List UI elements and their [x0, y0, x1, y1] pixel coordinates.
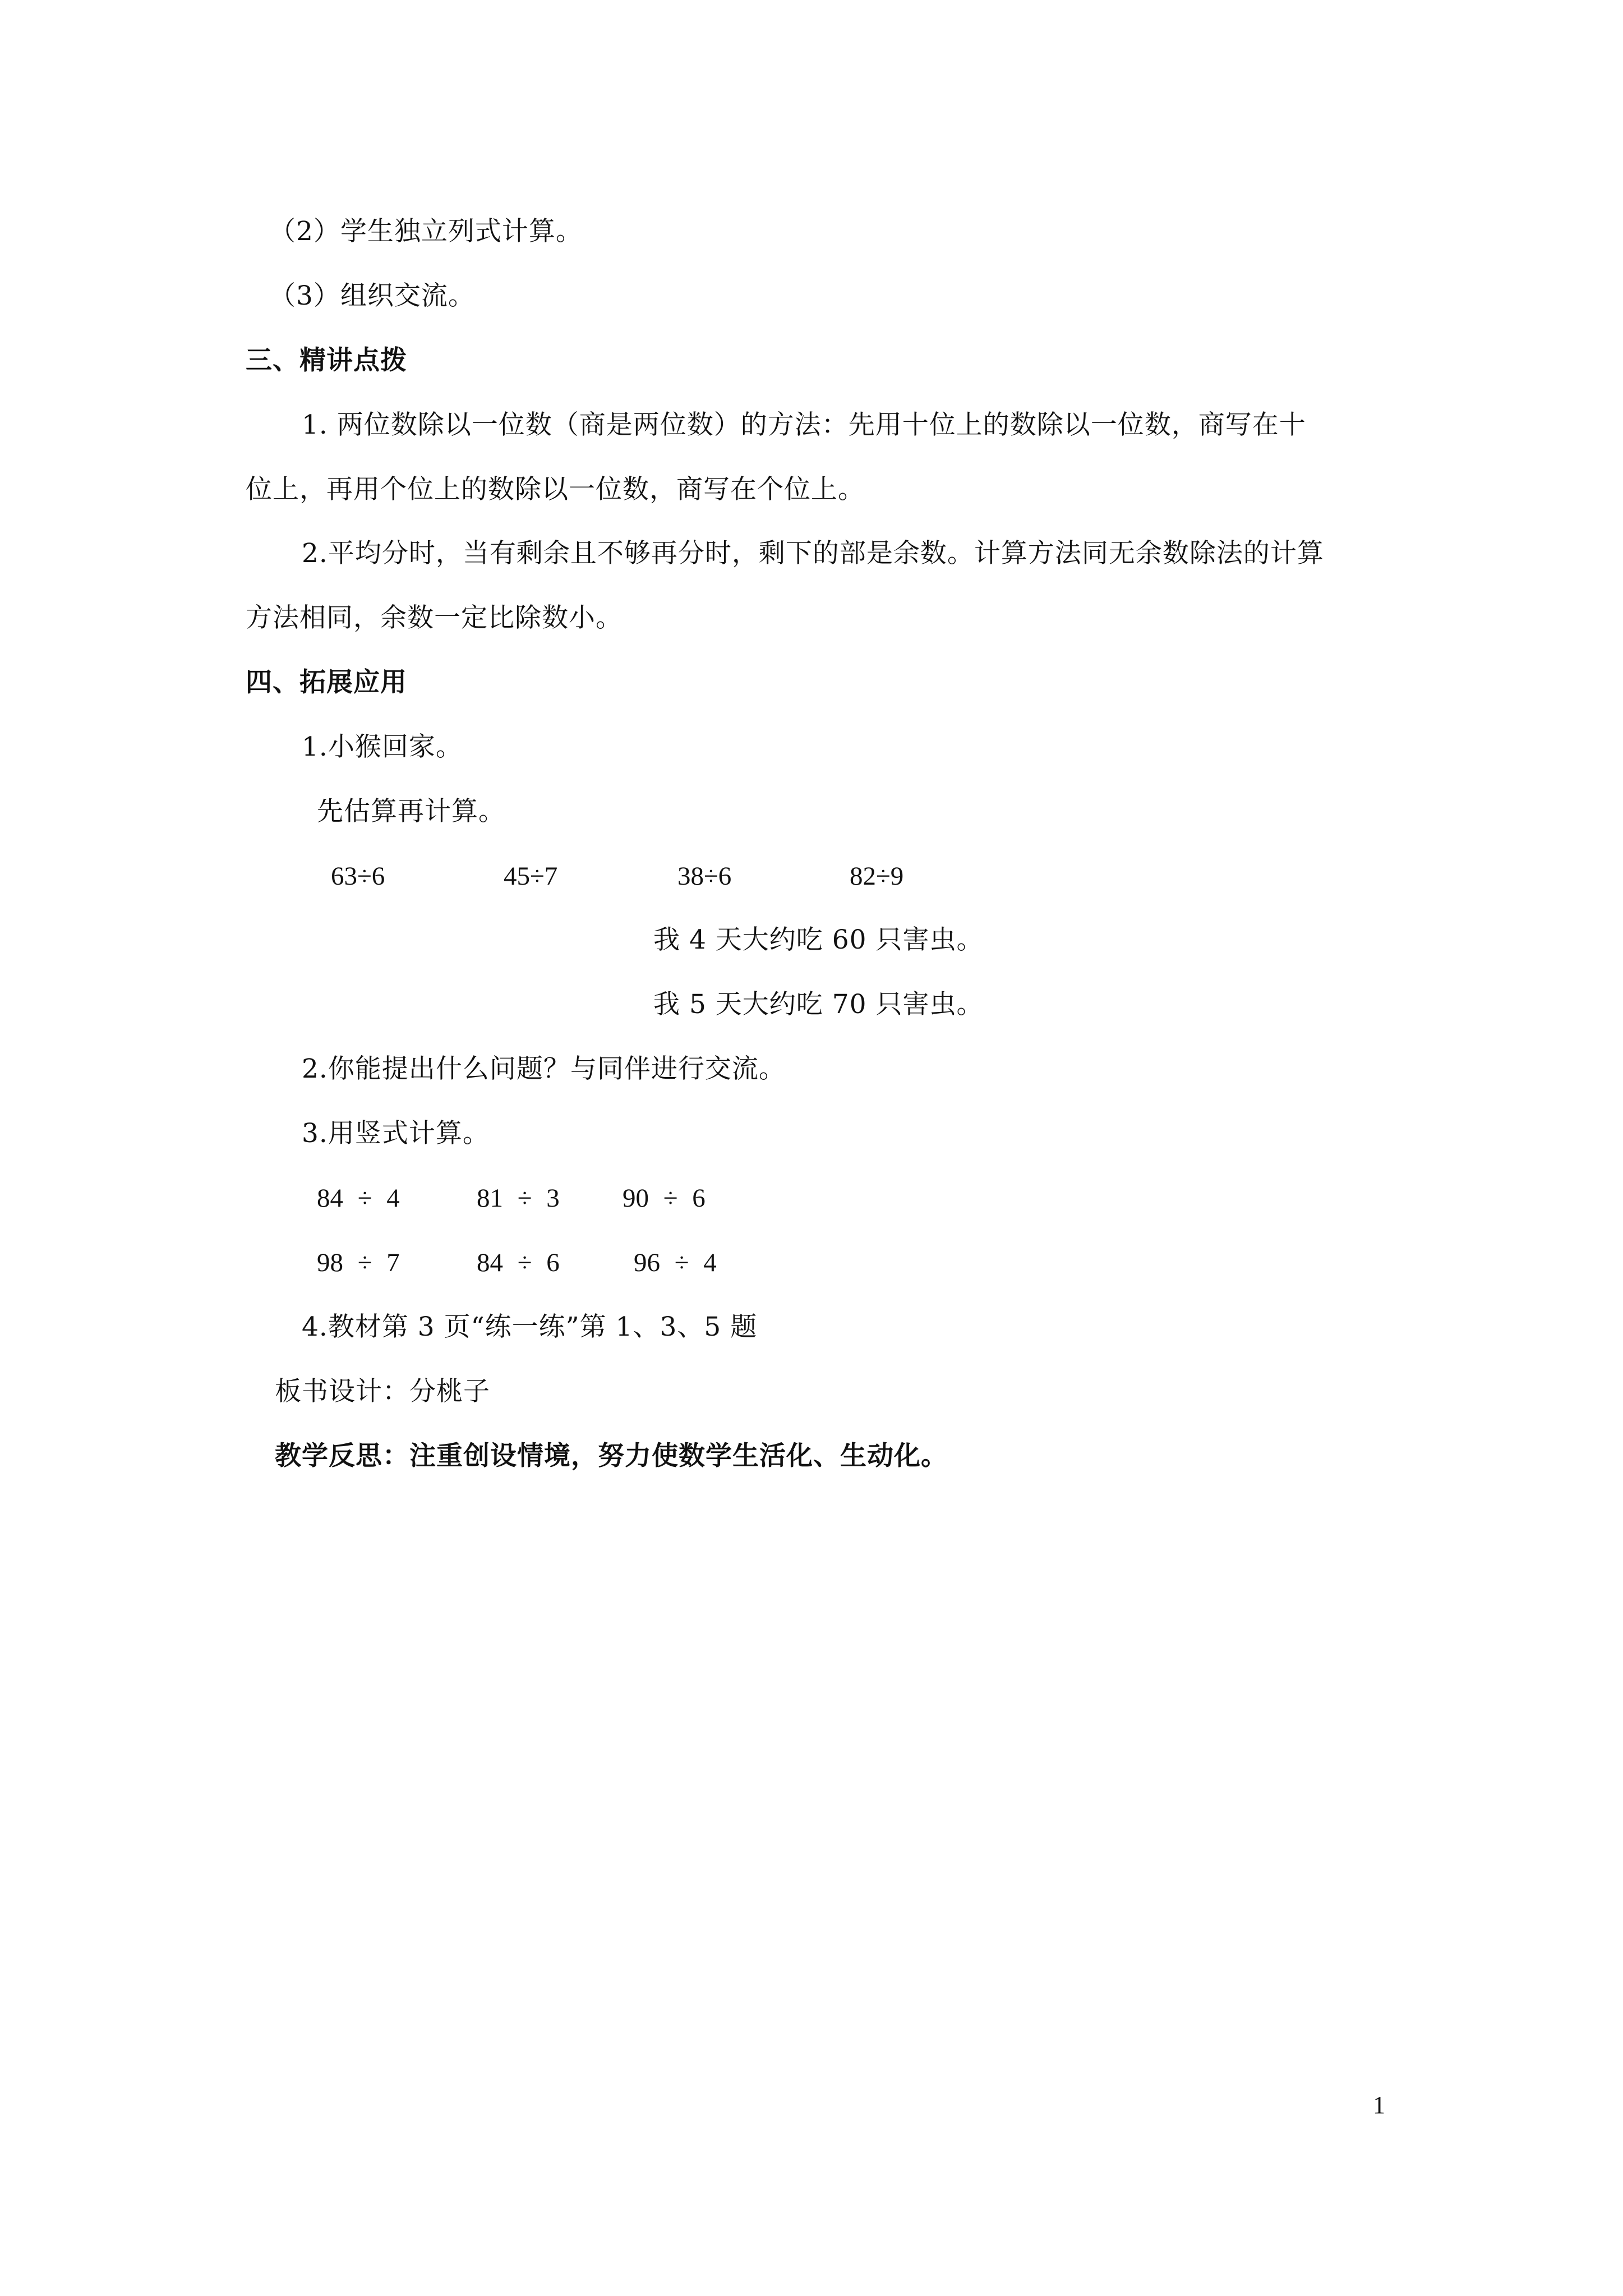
- section-3-point-1-line-1: 1. 两位数除以一位数（商是两位数）的方法：先用十位上的数除以一位数，商写在十: [302, 409, 1306, 440]
- section-4-item-3: 3.用竖式计算。: [302, 1118, 490, 1149]
- step-2-text: （2）学生独立列式计算。: [269, 216, 583, 247]
- vertical-calc-expression: 84 ÷ 6: [477, 1248, 560, 1277]
- section-3-heading: 三、精讲点拨: [246, 345, 407, 376]
- vertical-calc-expression: 98 ÷ 7: [317, 1248, 400, 1277]
- section-3-point-2-line-1: 2.平均分时，当有剩余且不够再分时，剩下的部是余数。计算方法同无余数除法的计算: [302, 538, 1324, 569]
- estimate-expression: 45÷7: [504, 862, 558, 891]
- vertical-calc-expression: 90 ÷ 6: [623, 1184, 706, 1213]
- board-design-text: 板书设计：分桃子: [275, 1376, 490, 1407]
- section-4-item-1-subtext: 先估算再计算。: [317, 796, 505, 827]
- vertical-calc-expression: 84 ÷ 4: [317, 1184, 400, 1213]
- speech-line-1: 我 4 天大约吃 60 只害虫。: [653, 924, 984, 955]
- estimate-expression: 82÷9: [850, 862, 904, 891]
- vertical-calc-expression: 81 ÷ 3: [477, 1184, 560, 1213]
- teaching-reflection-text: 教学反思：注重创设情境，努力使数学生活化、生动化。: [275, 1441, 948, 1471]
- section-4-heading: 四、拓展应用: [246, 667, 407, 698]
- estimate-expression: 38÷6: [677, 862, 732, 891]
- section-4-item-1: 1.小猴回家。: [302, 731, 463, 762]
- section-4-item-2: 2.你能提出什么问题？与同伴进行交流。: [302, 1053, 786, 1084]
- section-4-item-4: 4.教材第 3 页“练一练”第 1、3、5 题: [302, 1312, 758, 1342]
- section-3-point-2-line-2: 方法相同，余数一定比除数小。: [246, 602, 623, 633]
- vertical-calc-expression: 96 ÷ 4: [634, 1248, 717, 1277]
- section-3-point-1-line-2: 位上，再用个位上的数除以一位数，商写在个位上。: [246, 474, 865, 505]
- step-3-text: （3）组织交流。: [269, 280, 475, 311]
- page-number: 1: [1373, 2091, 1385, 2119]
- estimate-expression: 63÷6: [331, 862, 385, 891]
- speech-line-2: 我 5 天大约吃 70 只害虫。: [653, 989, 984, 1020]
